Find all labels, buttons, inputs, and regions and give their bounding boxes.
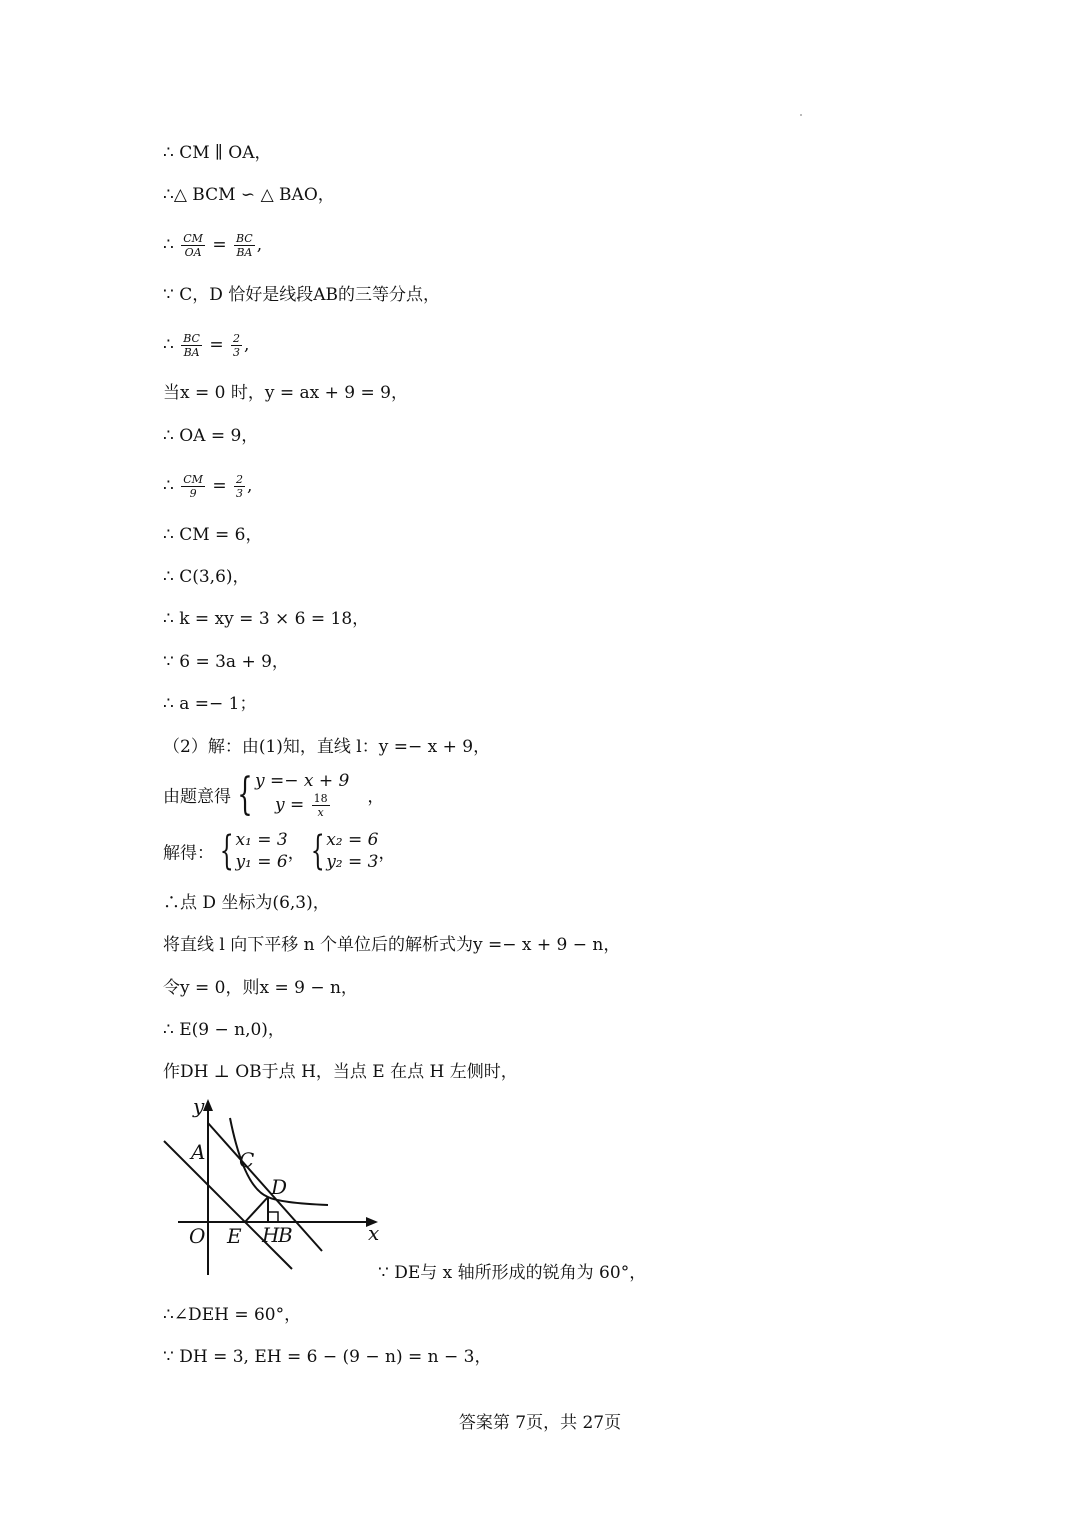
solution-1-x: x₁ = 3 [235, 830, 288, 850]
therefore: ∴ [163, 235, 180, 255]
line-5 [163, 332, 249, 359]
line-10: ∴ C(3,6)， [163, 567, 250, 587]
shifted-line [164, 1141, 292, 1269]
label-o: O [189, 1224, 206, 1248]
label-h: H [262, 1223, 280, 1247]
fraction-18-over-x [312, 792, 330, 819]
system-row-1: y =− x + 9 [255, 771, 350, 791]
solution-2-y: y₂ = 3 [326, 852, 379, 872]
line-18: 将直线 l 向下平移 n 个单位后的解析式为y =− x + 9 − n， [163, 935, 621, 955]
left-brace: { [237, 768, 253, 820]
label-a: A [191, 1140, 206, 1164]
line-13: ∴ a =− 1； [163, 694, 257, 714]
numerator: CM [183, 473, 203, 486]
line-2: ∴△ BCM ∽ △ BAO， [163, 185, 335, 205]
right-angle-mark [268, 1212, 278, 1222]
line-8 [163, 473, 252, 500]
fraction-two-thirds [234, 473, 245, 500]
fraction-two-thirds [231, 332, 242, 359]
numerator: 18 [313, 792, 328, 805]
line-19: 令y = 0，则x = 9 − n， [163, 978, 358, 998]
geometry-figure [160, 1093, 390, 1283]
equation-system [231, 770, 349, 819]
comma: ， [378, 843, 396, 864]
numerator: 2 [233, 332, 241, 345]
line-24: ∵ DH = 3, EH = 6 − (9 − n) = n − 3， [163, 1347, 492, 1367]
label-e: E [227, 1224, 242, 1248]
denominator: 3 [235, 487, 243, 500]
segment-de [245, 1197, 268, 1222]
line-6: 当x = 0 时，y = ax + 9 = 9， [163, 383, 408, 403]
numerator: 2 [235, 473, 243, 486]
comma: , [256, 235, 263, 255]
line-12: ∵ 6 = 3a + 9， [163, 652, 289, 672]
line-1: ∴ CM ∥ OA， [163, 143, 272, 163]
comma: , [244, 335, 250, 355]
solution-intro: 解得： [163, 843, 214, 864]
comma: , [246, 476, 253, 496]
solution-2 [305, 829, 379, 873]
speck [800, 114, 802, 116]
denominator: OA [184, 246, 202, 259]
line-16-solutions [163, 829, 396, 873]
fraction-cm-oa [181, 232, 205, 259]
left-brace: { [310, 828, 325, 874]
label-b: B [278, 1223, 293, 1247]
line-14: （2）解：由(1)知，直线 l：y =− x + 9， [163, 737, 491, 757]
label-y: y [193, 1094, 205, 1118]
solution-2-x: x₂ = 6 [326, 830, 379, 850]
line-23: ∴∠DEH = 60°， [163, 1305, 302, 1325]
numerator: CM [183, 232, 203, 245]
system-intro: 由题意得 [163, 787, 231, 807]
equals: = [206, 476, 232, 496]
page-footer: 答案第 7页，共 27页 [458, 1413, 622, 1433]
denominator: 3 [233, 346, 241, 359]
y-axis-arrow [203, 1099, 213, 1111]
left-brace: { [219, 828, 234, 874]
fraction-bc-ba [181, 332, 202, 359]
line-3 [163, 232, 262, 259]
equals: = [206, 235, 232, 255]
line-9: ∴ CM = 6， [163, 525, 263, 545]
line-20: ∴ E(9 − n,0)， [163, 1020, 285, 1040]
line-11: ∴ k = xy = 3 × 6 = 18， [163, 609, 370, 629]
row-2-lhs: y = [275, 795, 310, 815]
denominator: BA [183, 346, 200, 359]
numerator: BC [183, 332, 200, 345]
fraction-bc-ba [234, 232, 255, 259]
equals: = [203, 335, 230, 355]
label-x: x [368, 1221, 380, 1245]
therefore: ∴ [163, 335, 180, 355]
line-17: ∴点 D 坐标为(6,3)， [163, 893, 330, 913]
solution-1-y: y₁ = 6 [235, 852, 288, 872]
therefore: ∴ [163, 476, 180, 496]
denominator: x [317, 806, 324, 819]
line-7: ∴ OA = 9， [163, 426, 259, 446]
system-row-2 [255, 792, 349, 819]
fraction-cm-9 [181, 473, 205, 500]
label-d: D [271, 1175, 288, 1199]
label-c: C [239, 1148, 255, 1172]
denominator: 9 [189, 487, 197, 500]
line-22: ∵ DE与 x 轴所形成的锐角为 60°， [378, 1263, 647, 1283]
numerator: BC [235, 232, 253, 245]
denominator: BA [236, 246, 253, 259]
solution-1 [214, 829, 288, 873]
separator: ， [287, 843, 305, 864]
line-21: 作DH ⊥ OB于点 H，当点 E 在点 H 左侧时， [163, 1062, 518, 1082]
line-4: ∵ C，D 恰好是线段AB的三等分点， [163, 285, 441, 305]
line-15-system [163, 770, 384, 819]
comma: ， [367, 787, 385, 807]
